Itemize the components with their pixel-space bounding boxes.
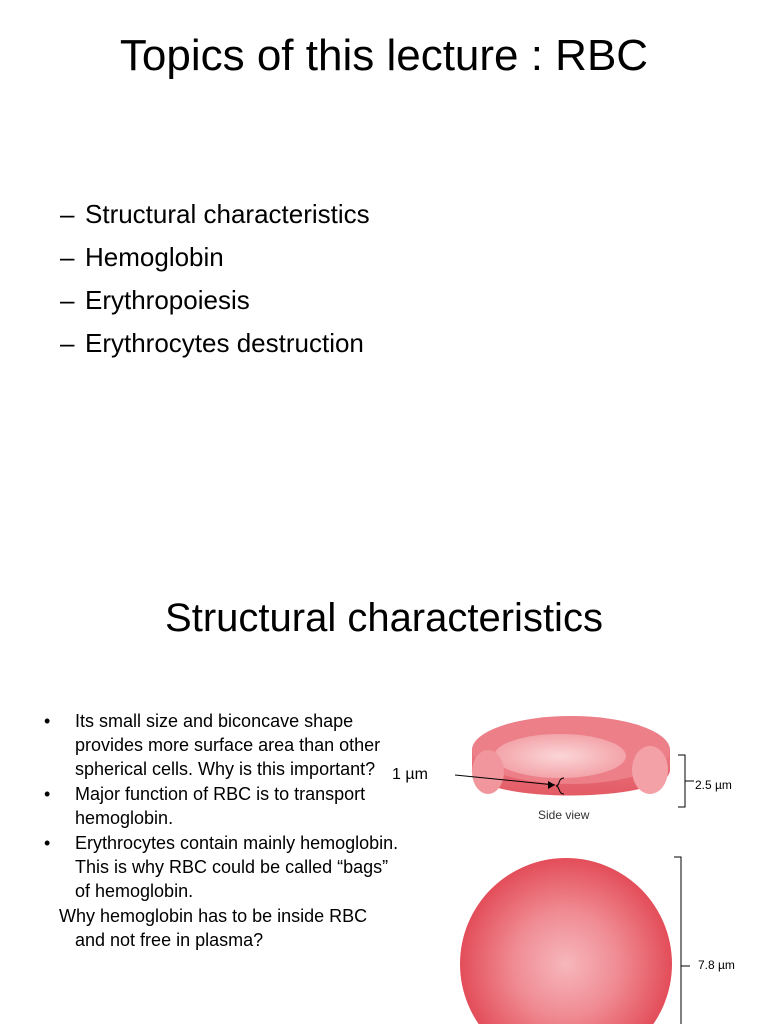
bullet-marker: •: [44, 833, 51, 853]
bullet-text: Erythrocytes contain mainly hemoglobin. This is why RBC could be called “bags” of hemoglobin.: [75, 833, 399, 901]
question-text: Why hemoglobin has to be inside RBC and not free in plasma?: [59, 906, 368, 950]
label-side-view: Side view: [538, 808, 590, 822]
list-item: – Hemoglobin: [60, 242, 224, 272]
rbc-figure: [380, 692, 760, 1024]
topic-text: Hemoglobin: [85, 242, 224, 272]
list-item: [40, 831, 400, 903]
topic-text: Structural characteristics: [85, 199, 370, 229]
bullet-marker: •: [44, 711, 51, 731]
label-2-5um: 2.5 µm: [695, 778, 732, 792]
slide-title: Topics of this lecture : RBC: [119, 31, 649, 80]
list-item: [40, 709, 400, 781]
rbc-side-view: [472, 716, 670, 796]
label-7-8um: 7.8 µm: [698, 958, 735, 972]
rbc-illustration: [380, 692, 760, 1024]
slide-structural-characteristics: [0, 512, 768, 1024]
list-item: – Erythrocytes destruction: [60, 328, 364, 358]
topic-text: Erythropoiesis: [85, 285, 250, 315]
list-item: – Erythropoiesis: [60, 285, 250, 315]
bullet-list: [40, 709, 400, 952]
list-item: – Structural characteristics: [60, 199, 370, 229]
topic-list: [60, 193, 370, 365]
bullet-text: Its small size and biconcave shape provides more surface area than other spherical cells. Why is this important?: [75, 711, 381, 779]
label-1um: 1 µm: [392, 766, 428, 783]
slide-title: Structural characteristics: [165, 596, 603, 640]
topic-text: Erythrocytes destruction: [85, 328, 364, 358]
rbc-top-view: [460, 858, 672, 1024]
bullet-marker: •: [44, 784, 51, 804]
bullet-text: Major function of RBC is to transport hemoglobin.: [75, 784, 366, 828]
list-item: [40, 782, 400, 830]
